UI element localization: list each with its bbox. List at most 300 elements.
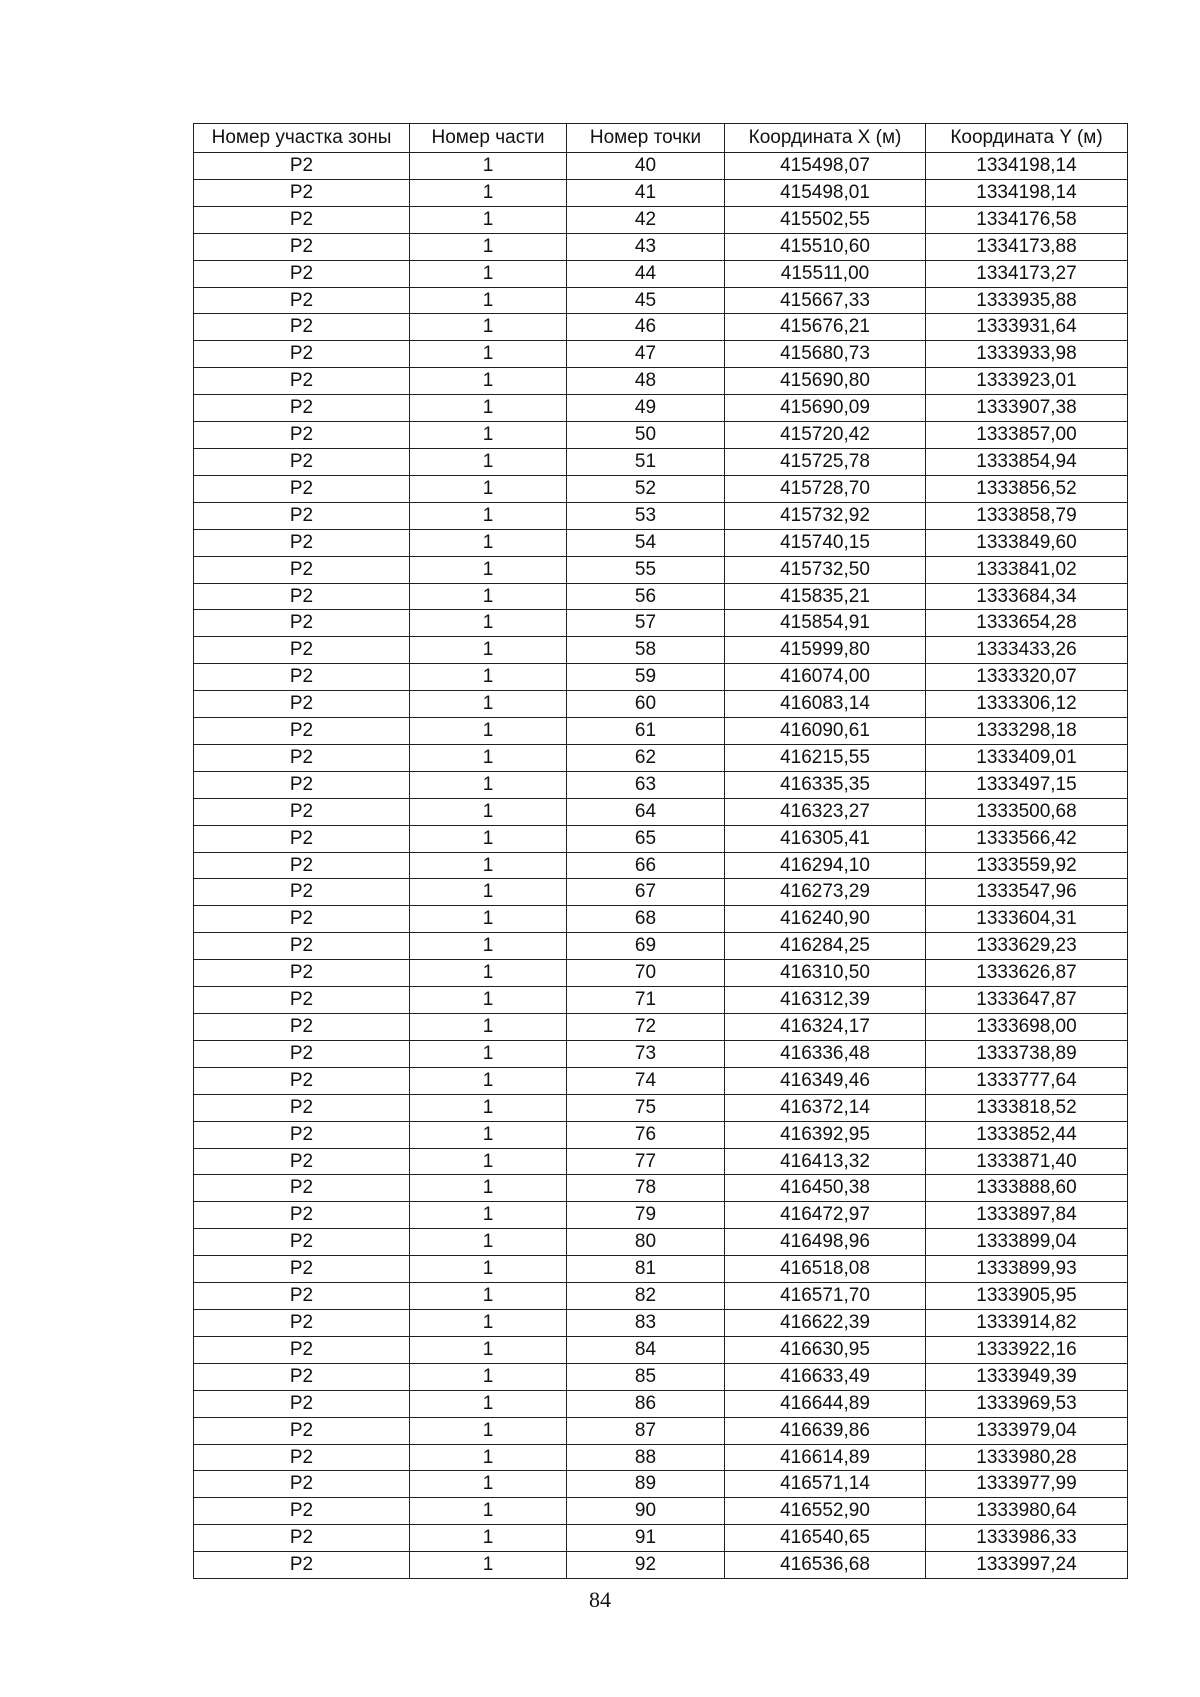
cell-part-number: 1 — [410, 1202, 567, 1229]
cell-zone-section: P2 — [194, 664, 410, 691]
cell-point-number: 52 — [567, 475, 725, 502]
header-row — [194, 124, 1128, 153]
cell-coordinate-x: 416518,08 — [725, 1256, 926, 1283]
cell-zone-section: P2 — [194, 1309, 410, 1336]
header-coordinate-x: Координата X (м) — [725, 124, 926, 153]
cell-coordinate-y: 1333899,04 — [926, 1229, 1128, 1256]
cell-part-number: 1 — [410, 691, 567, 718]
cell-point-number: 92 — [567, 1552, 725, 1579]
cell-part-number: 1 — [410, 1014, 567, 1041]
cell-zone-section: P2 — [194, 637, 410, 664]
cell-coordinate-y: 1333997,24 — [926, 1552, 1128, 1579]
cell-coordinate-y: 1333857,00 — [926, 422, 1128, 449]
cell-coordinate-y: 1334198,14 — [926, 153, 1128, 180]
cell-part-number: 1 — [410, 1229, 567, 1256]
cell-coordinate-y: 1333856,52 — [926, 475, 1128, 502]
table-row — [194, 1471, 1128, 1498]
table-row — [194, 448, 1128, 475]
cell-point-number: 67 — [567, 879, 725, 906]
cell-coordinate-x: 415854,91 — [725, 610, 926, 637]
cell-part-number: 1 — [410, 610, 567, 637]
cell-part-number: 1 — [410, 287, 567, 314]
cell-point-number: 61 — [567, 718, 725, 745]
cell-part-number: 1 — [410, 718, 567, 745]
cell-coordinate-y: 1334198,14 — [926, 179, 1128, 206]
cell-part-number: 1 — [410, 1094, 567, 1121]
cell-zone-section: P2 — [194, 987, 410, 1014]
cell-coordinate-x: 416312,39 — [725, 987, 926, 1014]
table-row — [194, 206, 1128, 233]
cell-coordinate-x: 415835,21 — [725, 583, 926, 610]
cell-point-number: 41 — [567, 179, 725, 206]
cell-point-number: 64 — [567, 798, 725, 825]
table-row — [194, 771, 1128, 798]
cell-part-number: 1 — [410, 502, 567, 529]
cell-zone-section: P2 — [194, 153, 410, 180]
cell-coordinate-y: 1333980,28 — [926, 1444, 1128, 1471]
cell-zone-section: P2 — [194, 1229, 410, 1256]
table-row — [194, 1229, 1128, 1256]
cell-coordinate-x: 416413,32 — [725, 1148, 926, 1175]
cell-coordinate-y: 1333566,42 — [926, 825, 1128, 852]
header-coordinate-y: Координата Y (м) — [926, 124, 1128, 153]
cell-coordinate-y: 1333888,60 — [926, 1175, 1128, 1202]
cell-coordinate-x: 416614,89 — [725, 1444, 926, 1471]
cell-coordinate-x: 416090,61 — [725, 718, 926, 745]
cell-part-number: 1 — [410, 448, 567, 475]
cell-zone-section: P2 — [194, 422, 410, 449]
cell-coordinate-y: 1333433,26 — [926, 637, 1128, 664]
cell-coordinate-y: 1333977,99 — [926, 1471, 1128, 1498]
cell-part-number: 1 — [410, 987, 567, 1014]
cell-coordinate-y: 1333931,64 — [926, 314, 1128, 341]
cell-zone-section: P2 — [194, 475, 410, 502]
cell-point-number: 86 — [567, 1390, 725, 1417]
cell-point-number: 44 — [567, 260, 725, 287]
cell-zone-section: P2 — [194, 583, 410, 610]
cell-part-number: 1 — [410, 798, 567, 825]
cell-zone-section: P2 — [194, 1067, 410, 1094]
cell-zone-section: P2 — [194, 395, 410, 422]
table-header — [194, 124, 1128, 153]
cell-point-number: 79 — [567, 1202, 725, 1229]
cell-point-number: 82 — [567, 1283, 725, 1310]
table-row — [194, 1067, 1128, 1094]
cell-coordinate-x: 415667,33 — [725, 287, 926, 314]
cell-coordinate-y: 1333654,28 — [926, 610, 1128, 637]
cell-coordinate-x: 416450,38 — [725, 1175, 926, 1202]
cell-part-number: 1 — [410, 475, 567, 502]
cell-part-number: 1 — [410, 1471, 567, 1498]
cell-part-number: 1 — [410, 1363, 567, 1390]
cell-part-number: 1 — [410, 1498, 567, 1525]
cell-part-number: 1 — [410, 852, 567, 879]
cell-coordinate-y: 1333923,01 — [926, 368, 1128, 395]
table-row — [194, 933, 1128, 960]
cell-coordinate-y: 1333298,18 — [926, 718, 1128, 745]
cell-point-number: 78 — [567, 1175, 725, 1202]
cell-zone-section: P2 — [194, 1417, 410, 1444]
cell-coordinate-x: 416552,90 — [725, 1498, 926, 1525]
table-row — [194, 368, 1128, 395]
cell-zone-section: P2 — [194, 368, 410, 395]
cell-coordinate-x: 416639,86 — [725, 1417, 926, 1444]
cell-part-number: 1 — [410, 960, 567, 987]
cell-coordinate-x: 415690,09 — [725, 395, 926, 422]
table-row — [194, 1121, 1128, 1148]
cell-coordinate-x: 416349,46 — [725, 1067, 926, 1094]
cell-coordinate-y: 1333933,98 — [926, 341, 1128, 368]
cell-zone-section: P2 — [194, 556, 410, 583]
cell-zone-section: P2 — [194, 529, 410, 556]
cell-point-number: 83 — [567, 1309, 725, 1336]
cell-coordinate-y: 1333698,00 — [926, 1014, 1128, 1041]
table-row — [194, 395, 1128, 422]
table-row — [194, 1014, 1128, 1041]
cell-coordinate-x: 415720,42 — [725, 422, 926, 449]
cell-point-number: 71 — [567, 987, 725, 1014]
cell-part-number: 1 — [410, 637, 567, 664]
cell-part-number: 1 — [410, 906, 567, 933]
cell-point-number: 91 — [567, 1525, 725, 1552]
cell-coordinate-x: 416540,65 — [725, 1525, 926, 1552]
table-row — [194, 1525, 1128, 1552]
cell-point-number: 65 — [567, 825, 725, 852]
cell-zone-section: P2 — [194, 691, 410, 718]
cell-zone-section: P2 — [194, 287, 410, 314]
cell-zone-section: P2 — [194, 1498, 410, 1525]
cell-zone-section: P2 — [194, 179, 410, 206]
table-row — [194, 637, 1128, 664]
table-row — [194, 1309, 1128, 1336]
cell-zone-section: P2 — [194, 960, 410, 987]
cell-coordinate-y: 1333949,39 — [926, 1363, 1128, 1390]
cell-part-number: 1 — [410, 664, 567, 691]
cell-part-number: 1 — [410, 153, 567, 180]
cell-point-number: 51 — [567, 448, 725, 475]
cell-coordinate-x: 416644,89 — [725, 1390, 926, 1417]
cell-coordinate-x: 415999,80 — [725, 637, 926, 664]
cell-part-number: 1 — [410, 529, 567, 556]
cell-coordinate-x: 416324,17 — [725, 1014, 926, 1041]
cell-zone-section: P2 — [194, 1014, 410, 1041]
cell-zone-section: P2 — [194, 1094, 410, 1121]
cell-zone-section: P2 — [194, 1202, 410, 1229]
cell-point-number: 81 — [567, 1256, 725, 1283]
cell-point-number: 43 — [567, 233, 725, 260]
table-row — [194, 1148, 1128, 1175]
cell-point-number: 72 — [567, 1014, 725, 1041]
cell-part-number: 1 — [410, 233, 567, 260]
cell-coordinate-y: 1333935,88 — [926, 287, 1128, 314]
cell-coordinate-x: 416472,97 — [725, 1202, 926, 1229]
cell-point-number: 57 — [567, 610, 725, 637]
cell-point-number: 69 — [567, 933, 725, 960]
cell-coordinate-y: 1333897,84 — [926, 1202, 1128, 1229]
cell-coordinate-x: 416284,25 — [725, 933, 926, 960]
cell-coordinate-x: 415732,50 — [725, 556, 926, 583]
cell-zone-section: P2 — [194, 771, 410, 798]
cell-coordinate-x: 416240,90 — [725, 906, 926, 933]
table-row — [194, 422, 1128, 449]
table-row — [194, 583, 1128, 610]
cell-part-number: 1 — [410, 260, 567, 287]
table-row — [194, 798, 1128, 825]
cell-part-number: 1 — [410, 1067, 567, 1094]
cell-part-number: 1 — [410, 422, 567, 449]
cell-coordinate-y: 1333922,16 — [926, 1336, 1128, 1363]
cell-coordinate-x: 415725,78 — [725, 448, 926, 475]
cell-part-number: 1 — [410, 395, 567, 422]
cell-part-number: 1 — [410, 1525, 567, 1552]
cell-part-number: 1 — [410, 1040, 567, 1067]
cell-coordinate-y: 1333852,44 — [926, 1121, 1128, 1148]
cell-zone-section: P2 — [194, 718, 410, 745]
cell-part-number: 1 — [410, 583, 567, 610]
cell-zone-section: P2 — [194, 1552, 410, 1579]
cell-point-number: 53 — [567, 502, 725, 529]
cell-zone-section: P2 — [194, 825, 410, 852]
cell-point-number: 50 — [567, 422, 725, 449]
cell-coordinate-x: 416336,48 — [725, 1040, 926, 1067]
table-row — [194, 233, 1128, 260]
cell-part-number: 1 — [410, 1121, 567, 1148]
cell-zone-section: P2 — [194, 744, 410, 771]
cell-coordinate-y: 1333818,52 — [926, 1094, 1128, 1121]
cell-part-number: 1 — [410, 1283, 567, 1310]
table-row — [194, 987, 1128, 1014]
cell-part-number: 1 — [410, 1444, 567, 1471]
cell-coordinate-y: 1333500,68 — [926, 798, 1128, 825]
cell-zone-section: P2 — [194, 1121, 410, 1148]
table-row — [194, 610, 1128, 637]
cell-zone-section: P2 — [194, 1175, 410, 1202]
cell-part-number: 1 — [410, 368, 567, 395]
header-point-number: Номер точки — [567, 124, 725, 153]
table-row — [194, 475, 1128, 502]
cell-point-number: 74 — [567, 1067, 725, 1094]
cell-part-number: 1 — [410, 744, 567, 771]
table-row — [194, 718, 1128, 745]
cell-coordinate-x: 416074,00 — [725, 664, 926, 691]
table-row — [194, 691, 1128, 718]
cell-zone-section: P2 — [194, 1336, 410, 1363]
cell-zone-section: P2 — [194, 314, 410, 341]
cell-part-number: 1 — [410, 879, 567, 906]
cell-coordinate-y: 1334173,27 — [926, 260, 1128, 287]
cell-part-number: 1 — [410, 314, 567, 341]
cell-coordinate-y: 1333409,01 — [926, 744, 1128, 771]
cell-zone-section: P2 — [194, 448, 410, 475]
table-row — [194, 906, 1128, 933]
table-row — [194, 502, 1128, 529]
cell-coordinate-x: 415732,92 — [725, 502, 926, 529]
cell-coordinate-x: 416273,29 — [725, 879, 926, 906]
cell-zone-section: P2 — [194, 879, 410, 906]
table-row — [194, 1444, 1128, 1471]
cell-point-number: 42 — [567, 206, 725, 233]
table-row — [194, 529, 1128, 556]
cell-point-number: 85 — [567, 1363, 725, 1390]
table-row — [194, 179, 1128, 206]
table-row — [194, 825, 1128, 852]
cell-part-number: 1 — [410, 556, 567, 583]
cell-part-number: 1 — [410, 1309, 567, 1336]
cell-coordinate-y: 1333626,87 — [926, 960, 1128, 987]
cell-zone-section: P2 — [194, 906, 410, 933]
cell-zone-section: P2 — [194, 1390, 410, 1417]
cell-coordinate-x: 416372,14 — [725, 1094, 926, 1121]
cell-coordinate-y: 1333858,79 — [926, 502, 1128, 529]
table-row — [194, 1363, 1128, 1390]
cell-zone-section: P2 — [194, 1040, 410, 1067]
cell-coordinate-y: 1333849,60 — [926, 529, 1128, 556]
cell-point-number: 88 — [567, 1444, 725, 1471]
cell-coordinate-x: 415510,60 — [725, 233, 926, 260]
table-row — [194, 1040, 1128, 1067]
table-row — [194, 1417, 1128, 1444]
cell-point-number: 59 — [567, 664, 725, 691]
cell-zone-section: P2 — [194, 1256, 410, 1283]
table-row — [194, 1202, 1128, 1229]
cell-zone-section: P2 — [194, 933, 410, 960]
cell-coordinate-y: 1333777,64 — [926, 1067, 1128, 1094]
cell-point-number: 60 — [567, 691, 725, 718]
cell-zone-section: P2 — [194, 1148, 410, 1175]
cell-zone-section: P2 — [194, 1525, 410, 1552]
cell-coordinate-y: 1333684,34 — [926, 583, 1128, 610]
cell-part-number: 1 — [410, 1175, 567, 1202]
cell-coordinate-x: 416215,55 — [725, 744, 926, 771]
cell-coordinate-x: 416335,35 — [725, 771, 926, 798]
table-body — [194, 153, 1128, 1579]
cell-point-number: 90 — [567, 1498, 725, 1525]
cell-coordinate-y: 1333986,33 — [926, 1525, 1128, 1552]
cell-coordinate-y: 1333907,38 — [926, 395, 1128, 422]
cell-coordinate-x: 416305,41 — [725, 825, 926, 852]
cell-part-number: 1 — [410, 1417, 567, 1444]
cell-coordinate-y: 1333914,82 — [926, 1309, 1128, 1336]
cell-coordinate-y: 1333980,64 — [926, 1498, 1128, 1525]
cell-part-number: 1 — [410, 1552, 567, 1579]
cell-coordinate-x: 416630,95 — [725, 1336, 926, 1363]
cell-coordinate-x: 416536,68 — [725, 1552, 926, 1579]
cell-point-number: 63 — [567, 771, 725, 798]
cell-coordinate-y: 1333871,40 — [926, 1148, 1128, 1175]
cell-point-number: 87 — [567, 1417, 725, 1444]
table-row — [194, 664, 1128, 691]
cell-point-number: 56 — [567, 583, 725, 610]
cell-point-number: 80 — [567, 1229, 725, 1256]
cell-coordinate-x: 416294,10 — [725, 852, 926, 879]
table-row — [194, 341, 1128, 368]
cell-point-number: 58 — [567, 637, 725, 664]
header-zone-section-number: Номер участка зоны — [194, 124, 410, 153]
cell-point-number: 49 — [567, 395, 725, 422]
table-row — [194, 556, 1128, 583]
cell-point-number: 75 — [567, 1094, 725, 1121]
cell-part-number: 1 — [410, 179, 567, 206]
table-row — [194, 1256, 1128, 1283]
cell-coordinate-x: 415690,80 — [725, 368, 926, 395]
cell-zone-section: P2 — [194, 1283, 410, 1310]
cell-point-number: 48 — [567, 368, 725, 395]
table-row — [194, 1175, 1128, 1202]
page-number: 84 — [589, 1587, 611, 1612]
cell-zone-section: P2 — [194, 341, 410, 368]
table-row — [194, 1094, 1128, 1121]
cell-coordinate-y: 1333647,87 — [926, 987, 1128, 1014]
table-row — [194, 287, 1128, 314]
cell-zone-section: P2 — [194, 206, 410, 233]
cell-point-number: 70 — [567, 960, 725, 987]
cell-point-number: 76 — [567, 1121, 725, 1148]
cell-coordinate-y: 1333841,02 — [926, 556, 1128, 583]
table-row — [194, 1390, 1128, 1417]
cell-point-number: 55 — [567, 556, 725, 583]
cell-zone-section: P2 — [194, 1471, 410, 1498]
cell-zone-section: P2 — [194, 260, 410, 287]
cell-coordinate-x: 416571,70 — [725, 1283, 926, 1310]
cell-coordinate-y: 1333559,92 — [926, 852, 1128, 879]
cell-coordinate-y: 1333629,23 — [926, 933, 1128, 960]
cell-point-number: 84 — [567, 1336, 725, 1363]
cell-coordinate-y: 1333899,93 — [926, 1256, 1128, 1283]
cell-coordinate-y: 1334176,58 — [926, 206, 1128, 233]
cell-zone-section: P2 — [194, 610, 410, 637]
cell-coordinate-x: 416498,96 — [725, 1229, 926, 1256]
cell-coordinate-y: 1333969,53 — [926, 1390, 1128, 1417]
cell-coordinate-x: 415502,55 — [725, 206, 926, 233]
table-row — [194, 260, 1128, 287]
table-row — [194, 153, 1128, 180]
cell-part-number: 1 — [410, 341, 567, 368]
cell-part-number: 1 — [410, 1390, 567, 1417]
cell-point-number: 54 — [567, 529, 725, 556]
cell-coordinate-x: 416323,27 — [725, 798, 926, 825]
cell-zone-section: P2 — [194, 502, 410, 529]
header-part-number: Номер части — [410, 124, 567, 153]
cell-coordinate-x: 415676,21 — [725, 314, 926, 341]
table-row — [194, 744, 1128, 771]
table-row — [194, 314, 1128, 341]
table-row — [194, 960, 1128, 987]
cell-zone-section: P2 — [194, 1363, 410, 1390]
cell-point-number: 40 — [567, 153, 725, 180]
cell-point-number: 66 — [567, 852, 725, 879]
cell-coordinate-x: 416392,95 — [725, 1121, 926, 1148]
cell-zone-section: P2 — [194, 1444, 410, 1471]
cell-point-number: 46 — [567, 314, 725, 341]
cell-coordinate-y: 1333604,31 — [926, 906, 1128, 933]
cell-coordinate-y: 1333905,95 — [926, 1283, 1128, 1310]
cell-coordinate-y: 1333320,07 — [926, 664, 1128, 691]
cell-part-number: 1 — [410, 1256, 567, 1283]
table-row — [194, 1552, 1128, 1579]
cell-coordinate-x: 416083,14 — [725, 691, 926, 718]
cell-coordinate-x: 416310,50 — [725, 960, 926, 987]
table-row — [194, 879, 1128, 906]
cell-part-number: 1 — [410, 206, 567, 233]
cell-coordinate-x: 415728,70 — [725, 475, 926, 502]
cell-part-number: 1 — [410, 825, 567, 852]
cell-coordinate-x: 415498,01 — [725, 179, 926, 206]
cell-coordinate-y: 1334173,88 — [926, 233, 1128, 260]
cell-part-number: 1 — [410, 771, 567, 798]
cell-point-number: 73 — [567, 1040, 725, 1067]
table-row — [194, 1283, 1128, 1310]
cell-coordinate-x: 416633,49 — [725, 1363, 926, 1390]
